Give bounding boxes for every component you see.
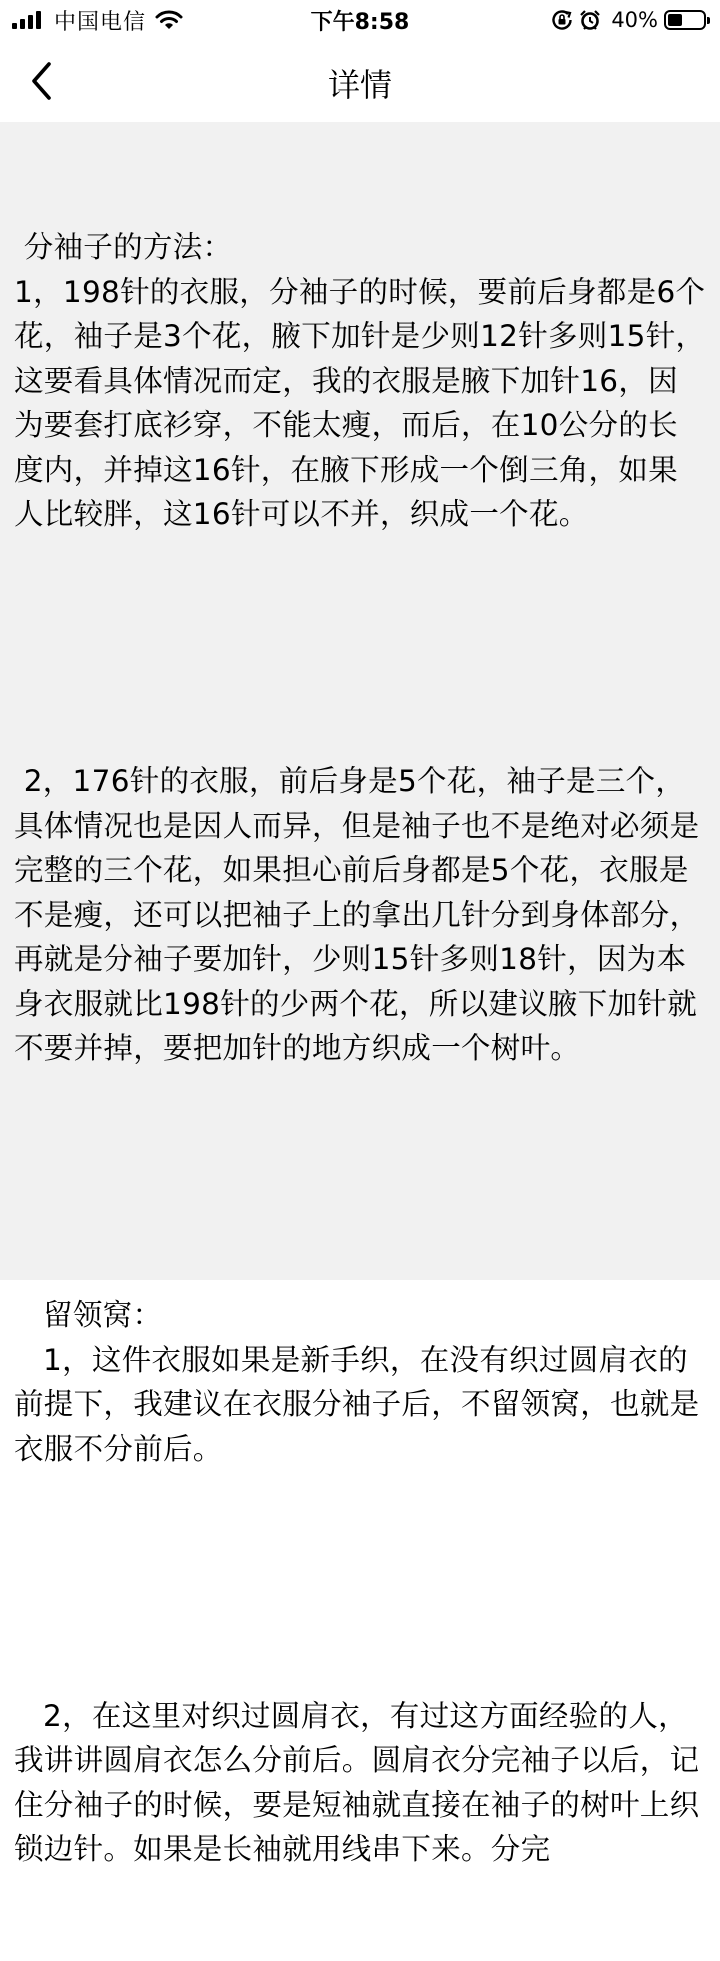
article-paragraph: 2，176针的衣服，前后身是5个花，袖子是三个，具体情况也是因人而异，但是袖子也不是绝对必须是完整的三个花，如果担心前后身都是5个花，衣服是不是瘦，还可以把袖子上的拿出几针分到身体部分，再就是分袖子要加针，少则15针多则18针，因为本身衣服就比198针的少两个花，所以建议腋下加针就不要并掉，要把加针的地方织成一个树叶。 bbox=[14, 764, 700, 1065]
page-title: 详情 bbox=[327, 66, 392, 104]
rotation-lock-icon bbox=[551, 9, 573, 31]
alarm-icon bbox=[579, 9, 601, 31]
nav-bar bbox=[0, 40, 720, 122]
article-body bbox=[0, 122, 720, 1961]
battery-icon bbox=[664, 10, 706, 30]
paragraph-spacer bbox=[14, 1160, 706, 1205]
status-time: 下午8:58 bbox=[310, 10, 410, 35]
battery-level bbox=[668, 14, 682, 26]
article-paragraph: 2，在这里对织过圆肩衣，有过这方面经验的人，我讲讲圆肩衣怎么分前后。圆肩衣分完袖子以后，记住分袖子的时候，要是短袖就直接在袖子的树叶上织锁边针。如果是长袖就用线串下来。分完 bbox=[14, 1698, 700, 1866]
battery-percent: 40% bbox=[611, 8, 658, 32]
carrier-name: 中国电信 bbox=[54, 9, 147, 35]
article-container[interactable] bbox=[0, 122, 720, 1866]
paragraph-spacer bbox=[14, 626, 706, 671]
status-bar bbox=[0, 0, 720, 40]
status-right bbox=[545, 6, 706, 34]
article-paragraph: 分袖子的方法： 1，198针的衣服，分袖子的时候，要前后身都是6个花，袖子是3个花，腋下加针是少则12针多则15针，这要看具体情况而定，我的衣服是腋下加针16，因为要套打底衫穿，不能太瘦，而后，在10公分的长度内，并掉这16针，在腋下形成一个倒三角，如果人比较胖，这16针可以不并，织成一个花。 bbox=[14, 230, 706, 531]
paragraph-spacer bbox=[14, 1560, 706, 1605]
article-paragraph: 留领窝： 1，这件衣服如果是新手织，在没有织过圆肩衣的前提下，我建议在衣服分袖子后，不留领窝，也就是衣服不分前后。 bbox=[14, 1298, 700, 1466]
